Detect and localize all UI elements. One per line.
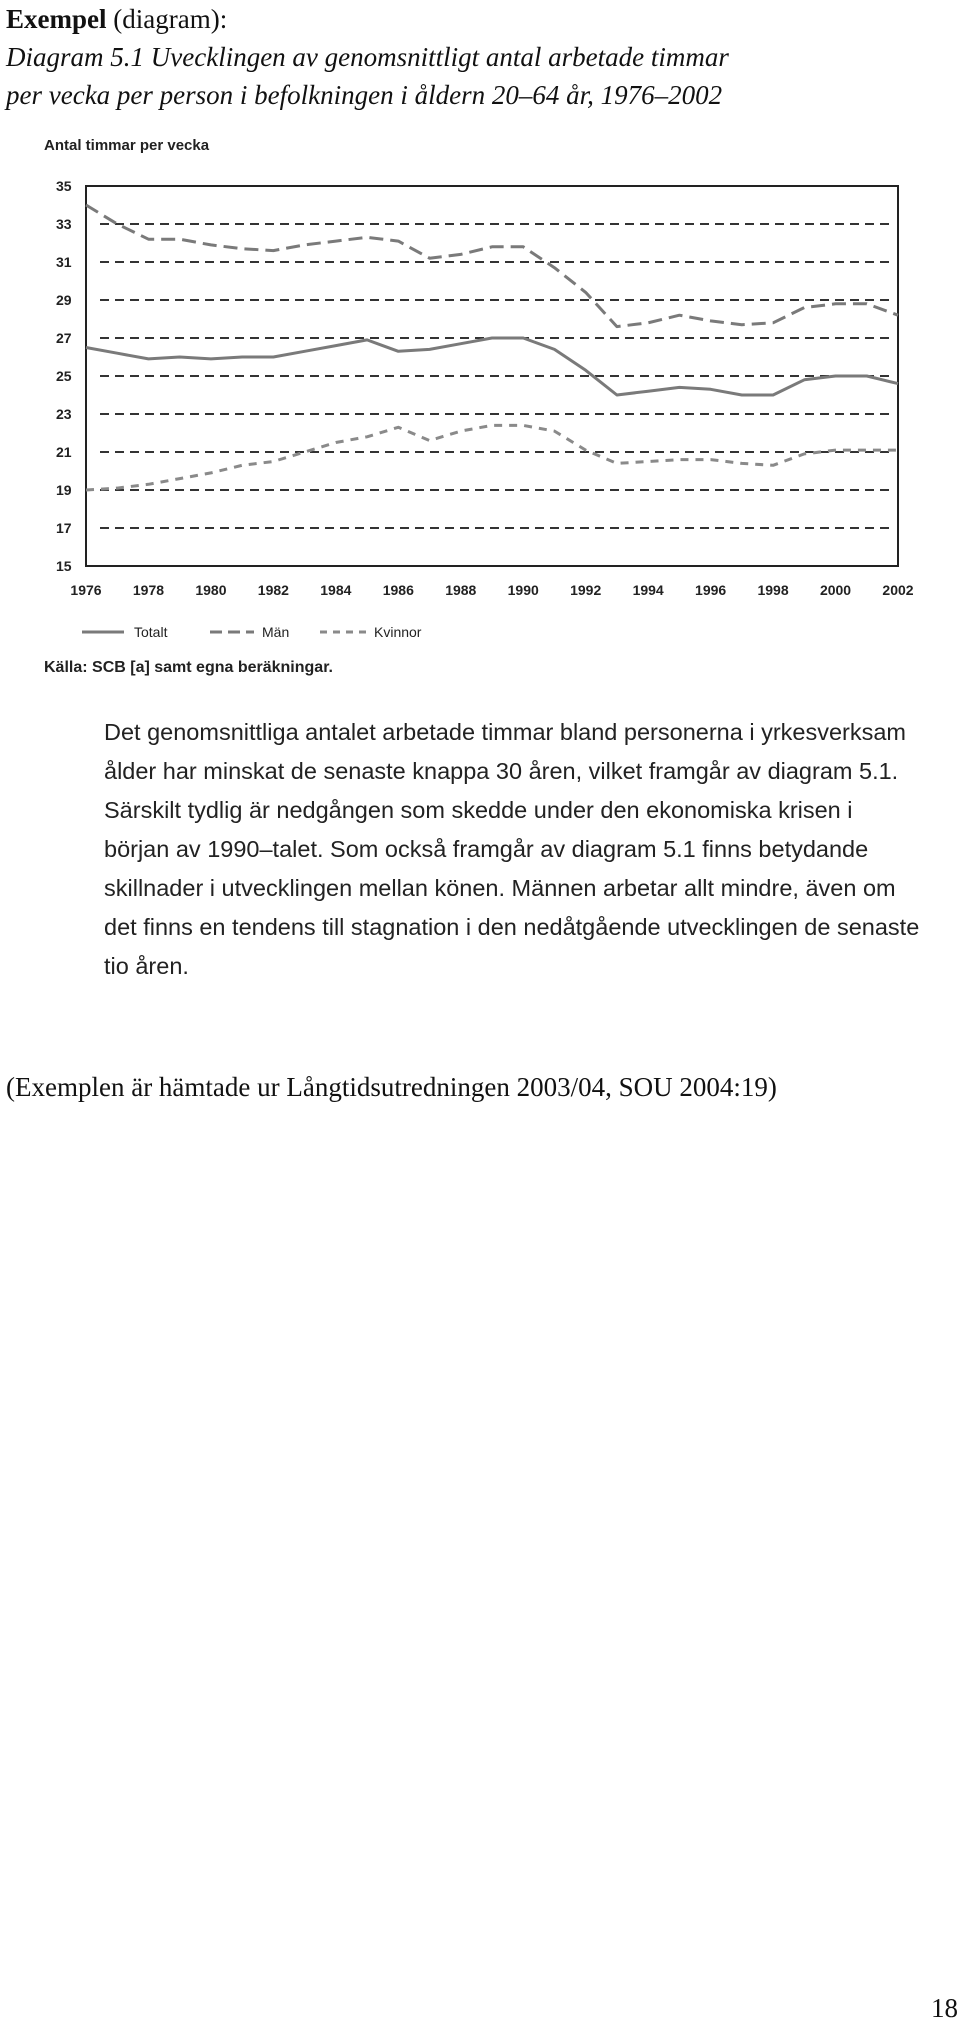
x-tick-label-2: 1980 <box>195 582 227 598</box>
y-tick-label-3: 29 <box>56 292 72 308</box>
body-paragraph: Det genomsnittliga antalet arbetade timmar bland personerna i yrkesverksam ålder har minskat de senaste knappa 30 åren, vilket framgår av diagram 5.1. Särskilt tydlig är nedgången som skedde under den ekonomiska krisen i början av 1990–talet. Som också framgår av diagram 5.1 finns betydande skillnader i utvecklingen mellan könen. Männen arbetar allt mindre, även om det finns en tendens till stagnation i den nedåtgående utvecklingen de senaste tio åren. <box>104 719 920 979</box>
y-axis-label: Antal timmar per vecka <box>44 137 210 154</box>
y-tick-label-2: 31 <box>56 254 72 270</box>
x-tick-label-6: 1988 <box>445 582 477 598</box>
y-tick-label-9: 17 <box>56 520 72 536</box>
x-tick-label-8: 1992 <box>570 582 602 598</box>
chart-source: Källa: SCB [a] samt egna beräkningar. <box>44 659 333 676</box>
y-tick-label-7: 21 <box>56 444 72 460</box>
legend-label-man: Män <box>262 624 290 640</box>
line-chart <box>0 130 940 690</box>
diagram-caption-line-2: per vecka per person i befolkningen i åldern 20–64 år, 1976–2002 <box>6 80 723 110</box>
y-tick-label-4: 27 <box>56 330 72 346</box>
x-tick-label-4: 1984 <box>320 582 352 598</box>
heading-label-rest: (diagram): <box>106 4 228 34</box>
page-number: 18 <box>931 1993 958 2023</box>
y-tick-label-0: 35 <box>56 178 72 194</box>
y-tick-label-6: 23 <box>56 406 72 422</box>
legend-label-totalt: Totalt <box>134 624 168 640</box>
x-tick-label-3: 1982 <box>257 582 289 598</box>
x-tick-label-9: 1994 <box>632 582 664 598</box>
x-tick-label-10: 1996 <box>695 582 727 598</box>
heading-label-bold: Exempel <box>6 4 107 34</box>
x-tick-label-5: 1986 <box>382 582 414 598</box>
y-tick-label-10: 15 <box>56 558 72 574</box>
x-tick-label-1: 1978 <box>132 582 165 598</box>
y-tick-label-5: 25 <box>56 368 72 384</box>
x-tick-label-12: 2000 <box>819 582 852 598</box>
x-tick-label-0: 1976 <box>70 582 102 598</box>
x-tick-label-7: 1990 <box>507 582 539 598</box>
legend-label-kvinnor: Kvinnor <box>374 624 422 640</box>
y-tick-label-8: 19 <box>56 482 72 498</box>
y-tick-label-1: 33 <box>56 216 72 232</box>
source-paragraph: (Exemplen är hämtade ur Långtidsutredningen 2003/04, SOU 2004:19) <box>6 1072 777 1102</box>
diagram-caption-line-1: Diagram 5.1 Uvecklingen av genomsnittligt antal arbetade timmar <box>6 42 729 72</box>
x-tick-label-11: 1998 <box>757 582 789 598</box>
chart-background <box>0 130 940 690</box>
x-tick-label-13: 2002 <box>882 582 914 598</box>
page-heading <box>6 0 951 114</box>
